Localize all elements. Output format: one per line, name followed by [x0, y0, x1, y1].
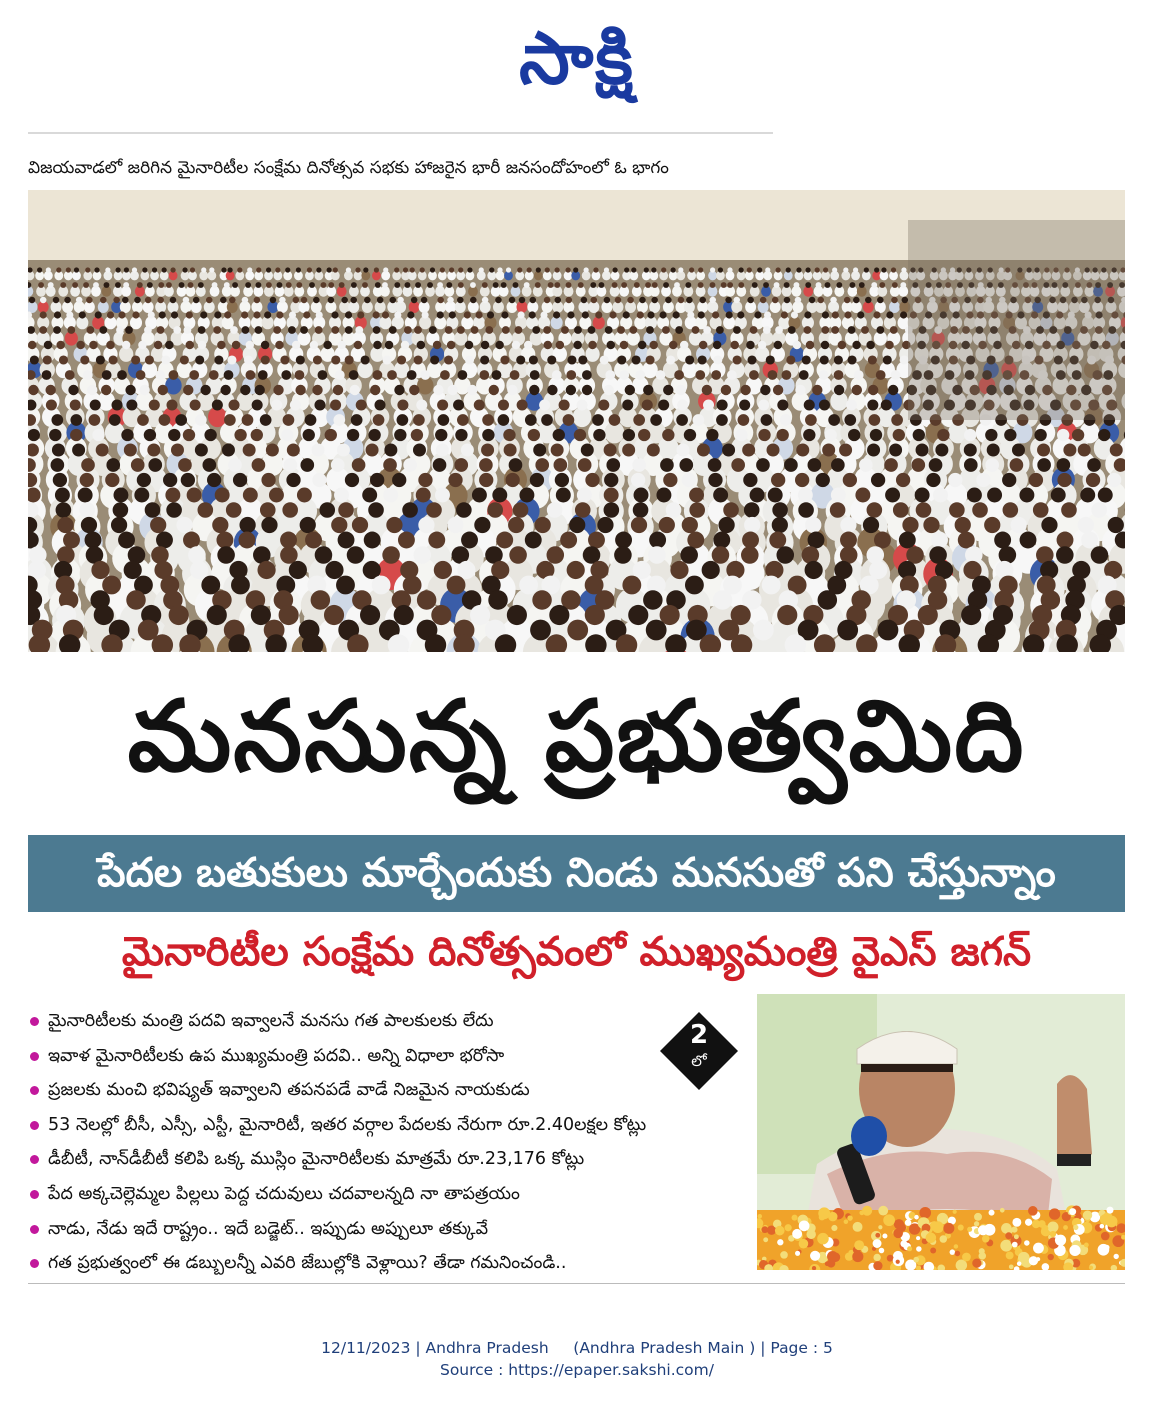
bullet-icon [30, 1086, 39, 1095]
bullet-icon [30, 1017, 39, 1026]
subheadline-banner: పేదల బతుకులు మార్చేందుకు నిండు మనసుతో పని చేస్తున్నాం [28, 835, 1125, 912]
footer-divider [28, 1283, 1125, 1284]
list-item: ప్రజలకు మంచి భవిష్యత్ ఇవ్వాలని తపనపడే వాడే నిజమైన నాయకుడు [28, 1073, 738, 1108]
list-item: డీబీటీ, నాన్‌డీబీటీ కలిపి ఒక్క ముస్లిం మైనారిటీలకు మాత్రమే రూ.23,176 కోట్లు [28, 1142, 738, 1177]
bullet-icon [30, 1259, 39, 1268]
bullet-icon [30, 1121, 39, 1130]
list-item: గత ప్రభుత్వంలో ఈ డబ్బులన్నీ ఎవరి జేబుల్లోకి వెళ్లాయి? తేడా గమనించండి.. [28, 1246, 738, 1281]
bullet-icon [30, 1190, 39, 1199]
list-item: నాడు, నేడు ఇదే రాష్ట్రం.. ఇదే బడ్జెట్.. ఇప్పుడు అప్పులూ తక్కువే [28, 1212, 738, 1247]
list-item: ఇవాళ మైనారిటీలకు ఉప ముఖ్యమంత్రి పదవి.. అన్ని విధాలా భరోసా [28, 1039, 738, 1074]
list-item: మైనారిటీలకు మంత్రి పదవి ఇవ్వాలనే మనసు గత పాలకులకు లేదు [28, 1004, 738, 1039]
page-reference-badge [660, 1012, 738, 1090]
masthead-divider [28, 132, 773, 134]
masthead-logo: సాక్షి [519, 16, 635, 100]
list-item: పేద అక్కచెల్లెమ్మల పిల్లలు పెద్ద చదువులు చదవాలన్నది నా తాపత్రయం [28, 1177, 738, 1212]
deck-line: మైనారిటీల సంక్షేమ దినోత్సవంలో ముఖ్యమంత్రి వైఎస్ జగన్ [121, 929, 1032, 975]
photo-caption: విజయవాడలో జరిగిన మైనారిటీల సంక్షేమ దినోత్సవ సభకు హాజరైన భారీ జనసందోహంలో ఓ భాగం [28, 158, 669, 178]
list-item: 53 నెలల్లో బీసీ, ఎస్సీ, ఎస్టీ, మైనారిటీ, ఇతర వర్గాల పేదలకు నేరుగా రూ.2.40లక్షల కోట్లు [28, 1108, 738, 1143]
edition-info: 12/11/2023 | Andhra Pradesh (Andhra Pradesh Main ) | Page : 5 [321, 1339, 833, 1357]
page-footer [0, 1337, 1154, 1381]
headline: మనసున్న ప్రభుత్వమిది [127, 680, 1026, 794]
speaker-photo [757, 994, 1125, 1270]
page-reference-suffix: లో [691, 1052, 707, 1070]
bullet-icon [30, 1225, 39, 1234]
source-link[interactable]: Source : https://epaper.sakshi.com/ [439, 1361, 714, 1379]
page-reference-number: 2 [689, 1020, 709, 1050]
key-points-list [28, 1004, 738, 1281]
bullet-icon [30, 1052, 39, 1061]
bullet-icon [30, 1155, 39, 1164]
crowd-photo [28, 190, 1125, 652]
